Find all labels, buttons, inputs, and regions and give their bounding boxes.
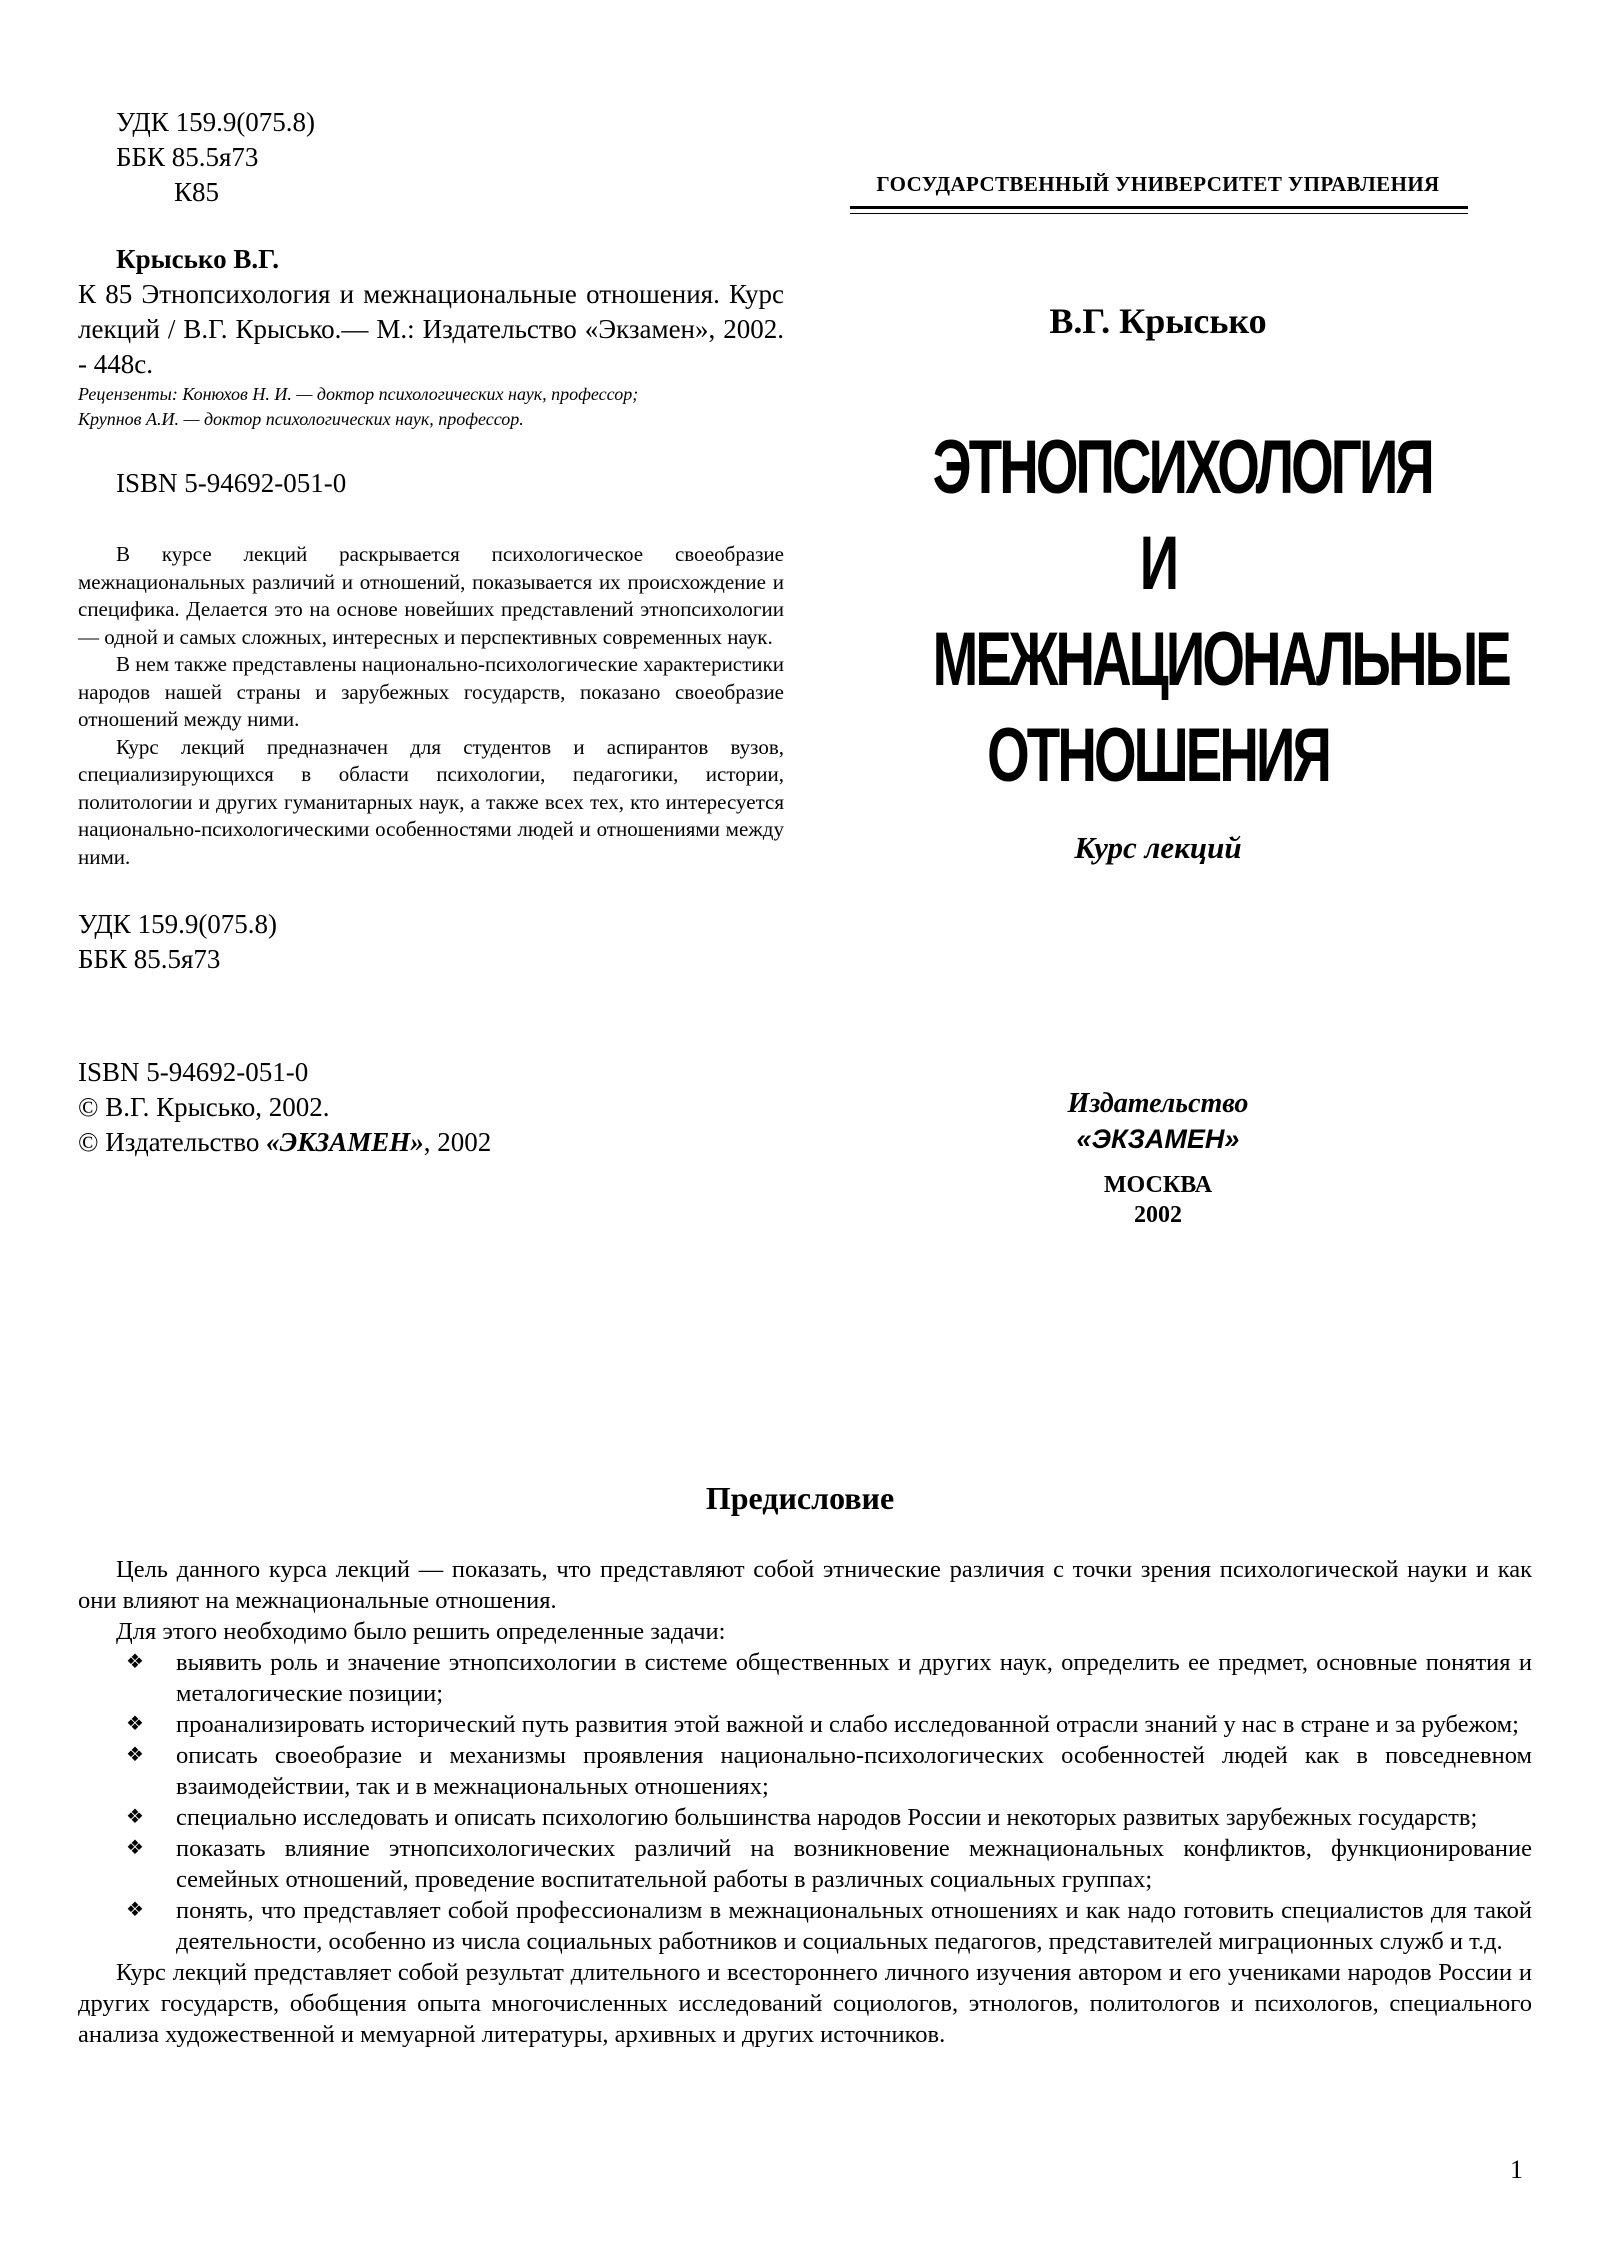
foreword-paragraph: Для этого необходимо было решить определенные задачи: [116, 1618, 726, 1645]
diamond-bullet-icon: ❖ [126, 1899, 144, 1921]
isbn: ISBN 5-94692-051-0 [116, 468, 347, 498]
city: МОСКВА [1103, 1172, 1213, 1198]
diamond-bullet-icon: ❖ [126, 1651, 144, 1673]
title-line: ОТНОШЕНИЯ [987, 713, 1329, 798]
foreword-heading: Предисловие [705, 1480, 895, 1516]
imprint-column [78, 105, 784, 1160]
publication-place [852, 1170, 1464, 1230]
annotation-paragraph: Курс лекций предназначен для студентов и аспирантов вузов, специализирующихся в области психологии, педагогики, истории, политологии и других гуманитарных наук, а также всех тех, кто интересуется национально-психологическими особенностями людей и отношениями между ними. [78, 734, 784, 869]
bbk-code: ББК 85.5я73 [116, 142, 259, 172]
page-number: 1 [1510, 2155, 1523, 2184]
copyright-block [78, 1055, 784, 1160]
list-item: ❖ понять, что представляет собой профессионализм в межнациональных отношениях и как надо готовить специалистов для такой деятельности, особенно из числа социальных работников и социальных педагогов, представителей миграционных служб и т.д. [126, 1897, 1532, 1955]
foreword-body [78, 1554, 1532, 2050]
copyright-author: © В.Г. Крысько, 2002. [78, 1092, 330, 1122]
diamond-bullet-icon: ❖ [126, 1744, 144, 1766]
isbn: ISBN 5-94692-051-0 [78, 1057, 309, 1087]
bbk-code: ББК 85.5я73 [78, 944, 221, 974]
diamond-bullet-icon: ❖ [126, 1837, 144, 1859]
annotation [78, 541, 784, 871]
diamond-bullet-icon: ❖ [126, 1806, 144, 1828]
publisher-label: Издательство [1067, 1088, 1249, 1119]
book-title [932, 420, 1509, 804]
list-item: ❖ специально исследовать и описать психологию большинства народов России и некоторых развитых зарубежных государств; [126, 1804, 1478, 1831]
annotation-paragraph: В нем также представлены национально-психологические характеристики народов нашей страны и зарубежных государств, показано своеобразие отношений между ними. [78, 652, 784, 731]
year: 2002 [1134, 1202, 1182, 1228]
bibliographic-entry: К 85 Этнопсихология и межнациональные отношения. Курс лекций / В.Г. Крысько.— М.: Издательство «Экзамен», 2002. - 448с. [78, 279, 784, 379]
publisher-name: «ЭКЗАМЕН» [266, 1127, 424, 1157]
classification-codes-bottom [78, 907, 784, 977]
divider [850, 206, 1468, 209]
title-line: ЭТНОПСИХОЛОГИЯ [932, 425, 1432, 510]
task-list [78, 1647, 1532, 1957]
imprint-author: Крысько В.Г. [116, 244, 280, 274]
udk-code: УДК 159.9(075.8) [116, 107, 316, 137]
list-item: ❖ выявить роль и значение этнопсихологии в системе общественных и других наук, определить ее предмет, основные понятия и металогические позиции; [126, 1649, 1532, 1707]
reviewer-line: Рецензенты: Конюхов Н. И. — доктор психологических наук, профессор; [78, 384, 639, 404]
foreword-paragraph: Курс лекций представляет собой результат длительного и всестороннего личного изучения автором и его учениками народов России и других государств, обобщения опыта многочисленных исследований социологов, этнологов, политологов и психологов, специального анализа художественной и мемуарной литературы, архивных и других источников. [78, 1959, 1532, 2048]
list-item: ❖ показать влияние этнопсихологических различий на возникновение межнациональных конфликтов, функционирование семейных отношений, проведение воспитательной работы в различных социальных группах; [126, 1835, 1532, 1893]
diamond-bullet-icon: ❖ [126, 1713, 144, 1735]
list-item: ❖ описать своеобразие и механизмы проявления национально-психологических особенностей людей как в повседневном взаимодействии, так и в межнациональных отношениях; [126, 1742, 1532, 1800]
book-subtitle: Курс лекций [1074, 830, 1242, 865]
foreword-paragraph: Цель данного курса лекций — показать, что представляют собой этнические различия с точки зрения психологической науки и как они влияют на межнациональные отношения. [78, 1556, 1532, 1614]
annotation-paragraph: В курсе лекций раскрывается психологическое своеобразие межнациональных различий и отношений, показывается их происхождение и специфика. Делается это на основе новейших представлений этнопсихологии — одной и самых сложных, интересных и перспективных современных наук. [78, 542, 784, 649]
udk-code: УДК 159.9(075.8) [78, 909, 278, 939]
reviewer-line: Крупнов А.И. — доктор психологических наук, профессор. [78, 409, 524, 429]
classification-codes [78, 105, 784, 210]
author-code: К85 [174, 177, 220, 207]
divider [850, 213, 1468, 214]
reviewers [78, 382, 784, 432]
copyright-publisher: © Издательство «ЭКЗАМЕН», 2002 [78, 1127, 492, 1157]
university-name: ГОСУДАРСТВЕННЫЙ УНИВЕРСИТЕТ УПРАВЛЕНИЯ [876, 172, 1440, 196]
publisher-name: «ЭКЗАМЕН» [1076, 1124, 1240, 1154]
title-author: В.Г. Крысько [1049, 301, 1267, 341]
title-line: И МЕЖНАЦИОНАЛЬНЫЕ [932, 521, 1509, 702]
list-item: ❖ проанализировать исторический путь развития этой важной и слабо исследованной отрасли знаний у нас в стране и за рубежом; [126, 1711, 1519, 1738]
